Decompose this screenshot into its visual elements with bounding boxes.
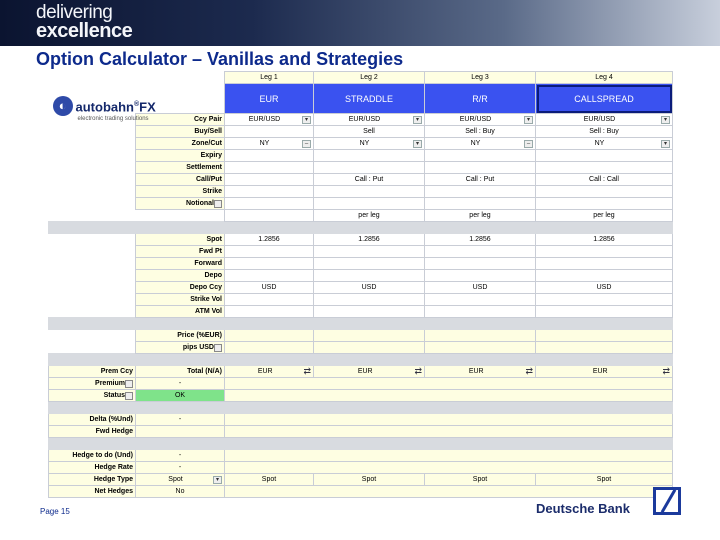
dropdown-arrow-icon[interactable]: ▾ (413, 116, 422, 124)
logo-name: autobahn (75, 99, 134, 115)
strike-input-1[interactable] (225, 186, 314, 198)
notional-input-3[interactable] (425, 198, 536, 210)
price-4 (536, 330, 673, 342)
banner-line2: excellence (36, 20, 133, 42)
strike-vol-4[interactable] (536, 294, 673, 306)
logo-suffix: FX (139, 99, 156, 115)
label-fwd-pt: Fwd Pt (136, 246, 225, 258)
logo-tagline: electronic trading solutions (77, 116, 149, 123)
pips-checkbox[interactable] (214, 344, 222, 352)
fwd-hedge-value (136, 426, 225, 438)
label-spot: Spot (136, 234, 225, 246)
depo-2[interactable] (314, 270, 425, 282)
buy-sell-4[interactable]: Sell : Buy (536, 126, 673, 138)
depo-4[interactable] (536, 270, 673, 282)
pips-2 (314, 342, 425, 354)
forward-3[interactable] (425, 258, 536, 270)
hedge-rate-value: - (136, 462, 225, 474)
price-3 (425, 330, 536, 342)
label-ccy-pair: Ccy Pair (136, 114, 225, 126)
forward-2[interactable] (314, 258, 425, 270)
depo-1[interactable] (225, 270, 314, 282)
fwd-pt-3[interactable] (425, 246, 536, 258)
label-total: Total (N/A) (136, 366, 225, 378)
label-price: Price (%EUR) (136, 330, 225, 342)
label-net-hedges: Net Hedges (49, 486, 136, 498)
call-put-1[interactable] (225, 174, 314, 186)
autobahn-logo (53, 96, 156, 116)
hedge-type-3[interactable]: Spot (425, 474, 536, 486)
autobahn-circle-icon: ◐ (53, 96, 73, 116)
price-1 (225, 330, 314, 342)
strategy-button-3[interactable]: R/R (425, 84, 536, 114)
label-notional: Notional (136, 198, 225, 210)
net-hedges-value[interactable]: No (136, 486, 225, 498)
strike-input-2[interactable] (314, 186, 425, 198)
pips-4 (536, 342, 673, 354)
expiry-input-2[interactable] (314, 150, 425, 162)
per-leg-4: per leg (536, 210, 673, 222)
strategy-button-1[interactable]: EUR (225, 84, 314, 114)
notional-input-4[interactable] (536, 198, 673, 210)
zone-cut-select-1[interactable]: NY – (225, 138, 314, 150)
atm-vol-1[interactable] (225, 306, 314, 318)
banner-slogan (36, 4, 132, 40)
label-strike-vol: Strike Vol (136, 294, 225, 306)
hedge-type-4[interactable]: Spot (536, 474, 673, 486)
label-depo-ccy: Depo Ccy (136, 282, 225, 294)
label-hedge-type: Hedge Type (49, 474, 136, 486)
option-calculator-grid (48, 71, 673, 498)
status-badge: OK (136, 390, 225, 402)
dropdown-arrow-icon[interactable]: ▾ (524, 116, 533, 124)
zone-cut-select-3[interactable]: NY – (425, 138, 536, 150)
hedge-type-select[interactable]: Spot ▾ (136, 474, 225, 486)
label-delta: Delta (%Und) (49, 414, 136, 426)
label-strike: Strike (136, 186, 225, 198)
hedge-todo-value: - (136, 450, 225, 462)
label-fwd-hedge: Fwd Hedge (49, 426, 136, 438)
premium-value: - (136, 378, 225, 390)
buy-sell-3[interactable]: Sell : Buy (425, 126, 536, 138)
dropdown-arrow-icon[interactable]: ▾ (413, 140, 422, 148)
label-depo: Depo (136, 270, 225, 282)
call-put-2[interactable]: Call : Put (314, 174, 425, 186)
label-hedge-rate: Hedge Rate (49, 462, 136, 474)
hedge-type-1[interactable]: Spot (225, 474, 314, 486)
zone-cut-select-2[interactable]: NY ▾ (314, 138, 425, 150)
leg-header-3: Leg 3 (425, 72, 536, 84)
notional-input-1[interactable] (225, 198, 314, 210)
fwd-pt-4[interactable] (536, 246, 673, 258)
buy-sell-2[interactable]: Sell (314, 126, 425, 138)
buy-sell-1[interactable] (225, 126, 314, 138)
settlement-1[interactable] (225, 162, 314, 174)
deutsche-bank-logo-icon (653, 487, 681, 515)
strike-vol-3[interactable] (425, 294, 536, 306)
leg-header-4: Leg 4 (536, 72, 673, 84)
logo-sup: ® (134, 101, 140, 109)
depo-3[interactable] (425, 270, 536, 282)
label-expiry: Expiry (136, 150, 225, 162)
dropdown-arrow-icon[interactable]: ▾ (213, 476, 222, 484)
label-premium: Premium (49, 378, 136, 390)
prem-ccy-1[interactable]: EUR ⇄ (225, 366, 314, 378)
label-settlement: Settlement (136, 162, 225, 174)
call-put-4[interactable]: Call : Call (536, 174, 673, 186)
expiry-input-4[interactable] (536, 150, 673, 162)
cycle-icon[interactable]: ⇄ (525, 365, 533, 376)
dropdown-arrow-icon[interactable]: ▾ (661, 140, 670, 148)
strike-vol-2[interactable] (314, 294, 425, 306)
per-leg-3: per leg (425, 210, 536, 222)
slide-title: Option Calculator – Vanillas and Strategies (36, 49, 404, 69)
strike-vol-1[interactable] (225, 294, 314, 306)
strategy-button-4[interactable]: CALLSPREAD (536, 84, 673, 114)
premium-checkbox[interactable] (125, 380, 133, 388)
label-status: Status (49, 390, 136, 402)
hedge-type-2[interactable]: Spot (314, 474, 425, 486)
dropdown-arrow-icon[interactable]: – (524, 140, 533, 148)
depo-ccy-2[interactable]: USD (314, 282, 425, 294)
forward-4[interactable] (536, 258, 673, 270)
dropdown-arrow-icon[interactable]: – (302, 140, 311, 148)
forward-1[interactable] (225, 258, 314, 270)
status-checkbox[interactable] (125, 392, 133, 400)
leg-header-2: Leg 2 (314, 72, 425, 84)
fwd-pt-1[interactable] (225, 246, 314, 258)
spot-1[interactable]: 1.2856 (225, 234, 314, 246)
ccy-pair-select-3[interactable]: EUR/USD ▾ (425, 114, 536, 126)
price-2 (314, 330, 425, 342)
label-hedge-todo: Hedge to do (Und) (49, 450, 136, 462)
spot-2[interactable]: 1.2856 (314, 234, 425, 246)
prem-ccy-2[interactable]: EUR ⇄ (314, 366, 425, 378)
spot-4[interactable]: 1.2856 (536, 234, 673, 246)
expiry-input-1[interactable] (225, 150, 314, 162)
strategy-button-2[interactable]: STRADDLE (314, 84, 425, 114)
zone-cut-select-4[interactable]: NY ▾ (536, 138, 673, 150)
strike-input-3[interactable] (425, 186, 536, 198)
prem-ccy-4[interactable]: EUR ⇄ (536, 366, 673, 378)
expiry-input-3[interactable] (425, 150, 536, 162)
settlement-2[interactable] (314, 162, 425, 174)
dropdown-arrow-icon[interactable]: ▾ (661, 116, 670, 124)
depo-ccy-1[interactable]: USD (225, 282, 314, 294)
banner (0, 0, 720, 46)
leg-header-1: Leg 1 (225, 72, 314, 84)
call-put-3[interactable]: Call : Put (425, 174, 536, 186)
notional-input-2[interactable] (314, 198, 425, 210)
banner-line1: delivering (36, 2, 113, 23)
deutsche-bank-wordmark: Deutsche Bank (536, 501, 630, 516)
label-atm-vol: ATM Vol (136, 306, 225, 318)
dropdown-arrow-icon[interactable]: ▾ (302, 116, 311, 124)
label-zone-cut: Zone/Cut (136, 138, 225, 150)
ccy-pair-select-4[interactable]: EUR/USD ▾ (536, 114, 673, 126)
fwd-pt-2[interactable] (314, 246, 425, 258)
cycle-icon[interactable]: ⇄ (414, 365, 422, 376)
cycle-icon[interactable]: ⇄ (303, 365, 311, 376)
settlement-4[interactable] (536, 162, 673, 174)
pips-3 (425, 342, 536, 354)
page-number: Page 15 (40, 507, 70, 516)
label-buy-sell: Buy/Sell (136, 126, 225, 138)
settlement-3[interactable] (425, 162, 536, 174)
ccy-pair-select-2[interactable]: EUR/USD ▾ (314, 114, 425, 126)
delta-value: - (136, 414, 225, 426)
cycle-icon[interactable]: ⇄ (662, 365, 670, 376)
ccy-pair-select-1[interactable]: EUR/USD ▾ (225, 114, 314, 126)
per-leg-2: per leg (314, 210, 425, 222)
pips-1 (225, 342, 314, 354)
depo-ccy-4[interactable]: USD (536, 282, 673, 294)
label-prem-ccy: Prem Ccy (49, 366, 136, 378)
label-call-put: Call/Put (136, 174, 225, 186)
per-leg-1 (225, 210, 314, 222)
label-forward: Forward (136, 258, 225, 270)
strike-input-4[interactable] (536, 186, 673, 198)
atm-vol-4[interactable] (536, 306, 673, 318)
prem-ccy-3[interactable]: EUR ⇄ (425, 366, 536, 378)
depo-ccy-3[interactable]: USD (425, 282, 536, 294)
atm-vol-2[interactable] (314, 306, 425, 318)
label-pips: pips USD (136, 342, 225, 354)
notional-checkbox[interactable] (214, 200, 222, 208)
spot-3[interactable]: 1.2856 (425, 234, 536, 246)
atm-vol-3[interactable] (425, 306, 536, 318)
